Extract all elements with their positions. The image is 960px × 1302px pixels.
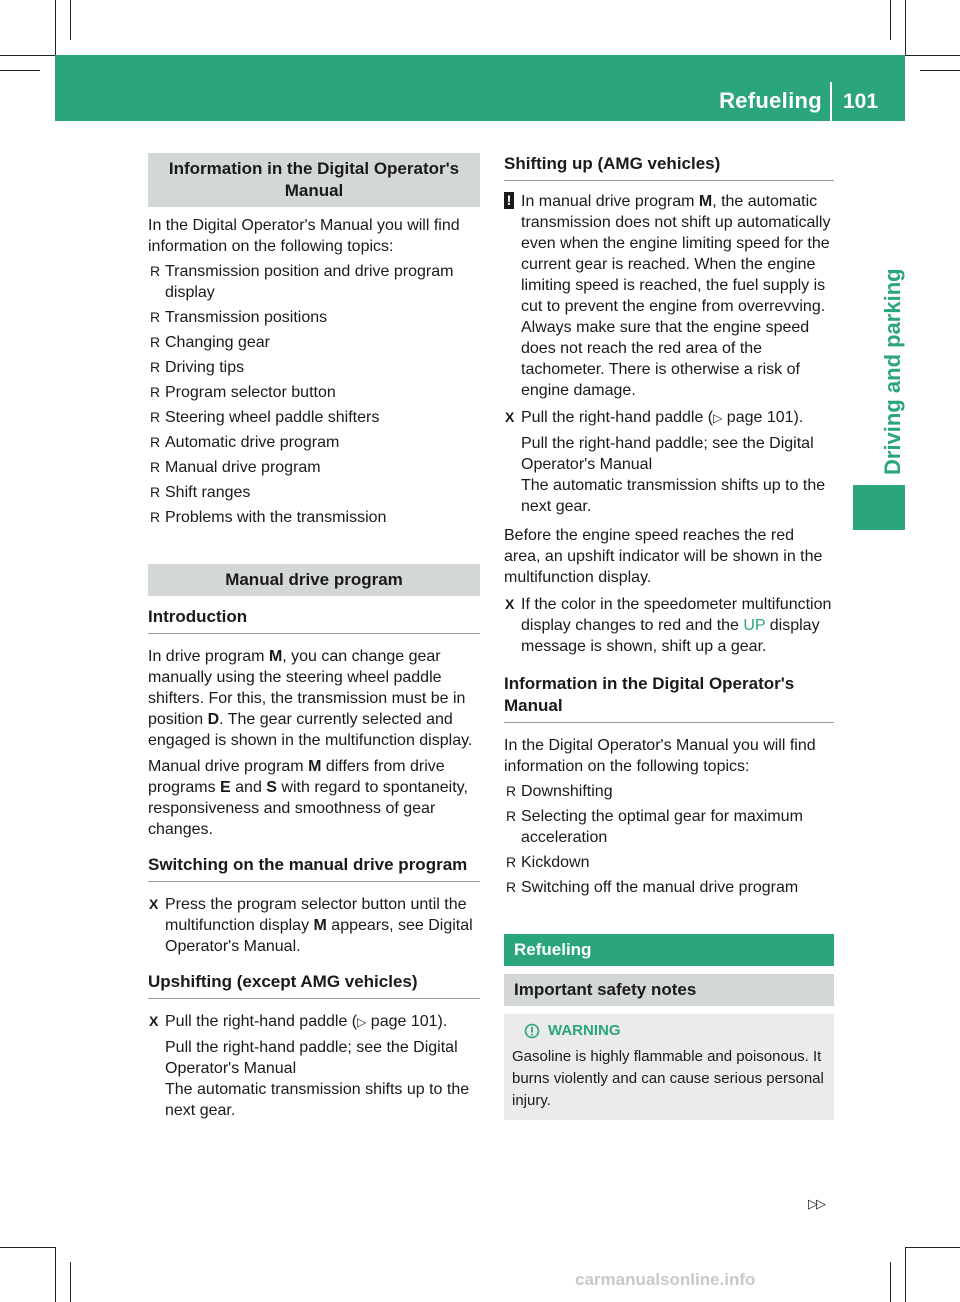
header-section-title: Refueling xyxy=(719,88,822,113)
manual-drive-band: Manual drive program xyxy=(148,564,480,596)
crop-mark xyxy=(890,0,891,40)
crop-mark xyxy=(70,0,71,40)
intro-paragraph-1: In drive program M, you can change gear manually using the steering wheel paddle shifters. For this, the transmission must be in position D. The gear currently selected and engaged is shown in the multifunction display. xyxy=(148,648,473,749)
list-item: R Automatic drive program xyxy=(148,432,480,453)
crop-mark xyxy=(920,70,960,71)
upshift-step: X Pull the right-hand paddle (▷ page 101). Pull the right-hand paddle; see the Digital Operator's Manual The automatic transmission shifts up to the next gear. xyxy=(148,1011,480,1121)
crop-mark xyxy=(0,70,40,71)
list-item: R Program selector button xyxy=(148,382,480,403)
display-message-up: UP xyxy=(743,617,766,634)
continue-arrows-icon: ▷▷ xyxy=(808,1196,824,1211)
list-item: R Selecting the optimal gear for maximum acceleration xyxy=(504,806,834,848)
info-band: Information in the Digital Operator's Manual xyxy=(148,153,480,207)
list-item: R Transmission positions xyxy=(148,307,480,328)
right-column xyxy=(504,153,834,1120)
crop-mark xyxy=(905,1247,906,1302)
info-digital-manual-heading: Information in the Digital Operator's Manual xyxy=(504,673,834,723)
warning-header xyxy=(512,1020,826,1042)
upshift-indicator-paragraph: Before the engine speed reaches the red area, an upshift indicator will be shown in the multifunction display. xyxy=(504,527,823,586)
watermark: carmanualsonline.info xyxy=(575,1270,756,1289)
intro-paragraph-2: Manual drive program M differs from drive programs E and S with regard to spontaneity, responsiveness and smoothness of gear changes. xyxy=(148,758,468,838)
list-item: R Steering wheel paddle shifters xyxy=(148,407,480,428)
list-item: R Driving tips xyxy=(148,357,480,378)
shifting-up-amg-heading: Shifting up (AMG vehicles) xyxy=(504,153,834,181)
upshifting-heading: Upshifting (except AMG vehicles) xyxy=(148,971,480,999)
list-item: R Shift ranges xyxy=(148,482,480,503)
info-intro: In the Digital Operator's Manual you will find information on the following topics: xyxy=(148,217,460,255)
page-ref-arrow-icon: ▷ xyxy=(713,411,723,425)
note-paragraph: ! In manual drive program M, the automatic transmission does not shift up automatically even when the engine limiting speed for the current gear is reached. When the engine limiting speed is reached, the fuel supply is cut to prevent the engine from overrevving. Always make sure that the engine speed does not reach the red area of the tachometer. There is otherwise a risk of engine damage. xyxy=(504,191,834,401)
crop-mark xyxy=(890,1262,891,1302)
switching-on-heading: Switching on the manual drive program xyxy=(148,854,480,882)
refueling-band: Refueling xyxy=(504,934,834,966)
list-item: R Downshifting xyxy=(504,781,834,802)
side-tab-text: Driving and parking xyxy=(880,268,905,475)
list-item: R Switching off the manual drive program xyxy=(504,877,834,898)
warning-text: Gasoline is highly flammable and poisonous. It burns violently and can cause serious personal injury. xyxy=(512,1048,824,1109)
introduction-heading: Introduction xyxy=(148,606,480,634)
info-topic-list xyxy=(148,261,480,528)
list-item: R Problems with the transmission xyxy=(148,507,480,528)
crop-mark xyxy=(55,1247,56,1302)
info-intro-right: In the Digital Operator's Manual you will find information on the following topics: xyxy=(504,737,816,775)
list-item: R Kickdown xyxy=(504,852,834,873)
crop-mark xyxy=(0,1247,55,1248)
crop-mark xyxy=(70,1262,71,1302)
amg-upshift-step: X Pull the right-hand paddle (▷ page 101). Pull the right-hand paddle; see the Digital Operator's Manual The automatic transmission shifts up to the next gear. xyxy=(504,407,834,517)
page-ref-arrow-icon: ▷ xyxy=(357,1015,367,1029)
left-column xyxy=(148,153,480,1121)
crop-mark xyxy=(905,55,960,56)
list-item: R Manual drive program xyxy=(148,457,480,478)
notice-icon: ! xyxy=(504,192,514,209)
header-separator xyxy=(830,82,832,121)
safety-notes-band: Important safety notes xyxy=(504,974,834,1006)
crop-mark xyxy=(55,0,56,55)
side-tab-block xyxy=(853,485,905,530)
switch-on-step: X Press the program selector button until the multifunction display M appears, see Digital Operator's Manual. xyxy=(148,894,480,957)
side-tab-label xyxy=(878,135,908,475)
color-change-step: X If the color in the speedometer multifunction display changes to red and the UP display message is shown, shift up a gear. xyxy=(504,594,834,657)
crop-mark xyxy=(905,0,906,55)
list-item: R Transmission position and drive program display xyxy=(148,261,480,303)
crop-mark xyxy=(905,1247,960,1248)
page-number: 101 xyxy=(843,90,879,113)
warning-box xyxy=(504,1014,834,1120)
list-item: R Changing gear xyxy=(148,332,480,353)
crop-mark xyxy=(0,55,55,56)
warning-icon xyxy=(524,1023,540,1039)
warning-label: WARNING xyxy=(548,1022,621,1039)
info-topic-list-right xyxy=(504,781,834,898)
